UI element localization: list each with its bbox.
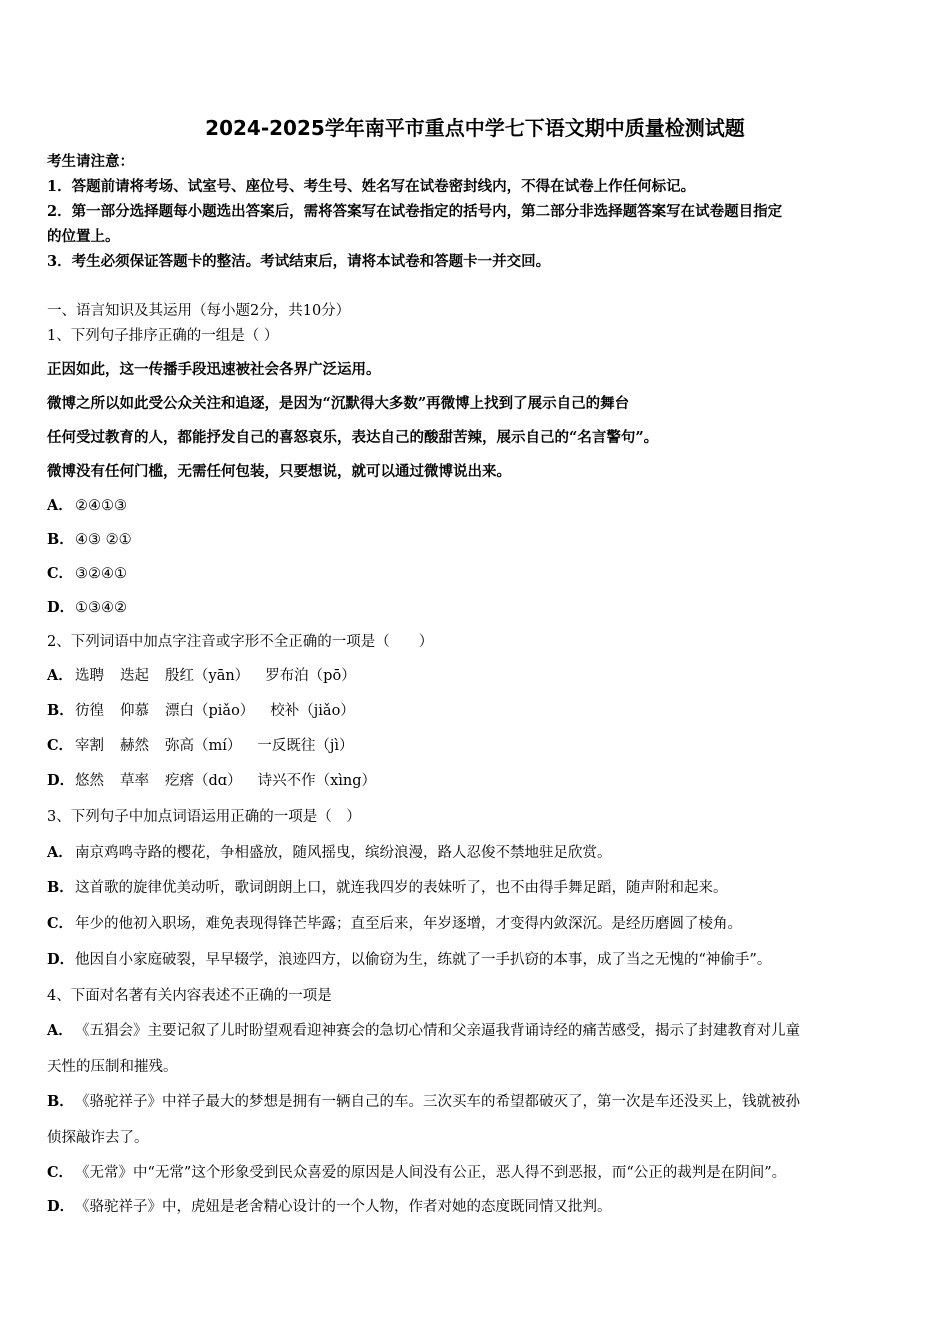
option-text: 他因自小家庭破裂，早早辍学，浪迹四方，以偷窃为生，练就了一手扒窃的本事，成了当之无愧的“神偷手”。 (75, 952, 772, 968)
q4-option-b (47, 1092, 800, 1112)
notice-item: 的位置上。 (47, 228, 120, 245)
option-word: 宰割 (75, 738, 104, 754)
q4-option-a (47, 1021, 800, 1041)
option-letter: B． (47, 879, 74, 896)
question-1-stem: 1、下列句子排序正确的一组是（ ） (47, 328, 279, 344)
option-text: 《骆驼祥子》中祥子最大的梦想是拥有一辆自己的车。三次买车的希望都破灭了，第一次是车还没买上，钱就被孙 (75, 1094, 800, 1110)
option-text: 南京鸡鸣寺路的樱花，争相盛放，随风摇曳，缤纷浪漫，路人忍俊不禁地驻足欣赏。 (75, 845, 612, 861)
option-word: 一反既往（jì） (257, 738, 354, 754)
option-letter: A． (47, 667, 73, 684)
option-text: ②④①③ (75, 498, 127, 514)
q2-option-d (47, 771, 392, 791)
option-letter: C． (47, 1164, 74, 1181)
question-3-stem: 3、下列句子中加点词语运用正确的一项是（ ） (47, 809, 361, 825)
option-word: 迭起 (120, 668, 149, 684)
notice-item: 1．答题前请将考场、试室号、座位号、考生号、姓名写在试卷密封线内，不得在试卷上作任何标记。 (47, 178, 696, 195)
q1-sentence: 微博没有任何门槛，无需任何包装，只要想说，就可以通过微博说出来。 (47, 463, 511, 480)
option-word: 诗兴不作（xìng） (257, 773, 377, 789)
q1-sentence: 微博之所以如此受公众关注和追逐，是因为“沉默得大多数”再微博上找到了展示自己的舞台 (47, 395, 630, 412)
question-4-stem: 4、下面对名著有关内容表述不正确的一项是 (47, 988, 332, 1004)
option-word: 殷红（yān） (165, 668, 250, 684)
option-letter: C． (47, 737, 74, 754)
option-letter: C． (47, 565, 74, 582)
q2-option-c (47, 736, 370, 756)
notice-heading: 考生请注意： (47, 153, 134, 170)
q3-option-b (47, 878, 728, 898)
option-letter: D． (47, 951, 75, 968)
option-letter: C． (47, 915, 74, 932)
option-letter: B． (47, 531, 74, 548)
option-text: 年少的他初入职场，难免表现得锋芒毕露；直至后来，年岁逐增，才变得内敛深沉。是经历磨圆了棱角。 (75, 916, 742, 932)
q3-option-a (47, 843, 612, 863)
q1-option-c (47, 564, 127, 584)
option-word: 彷徨 (75, 703, 104, 719)
option-letter: A． (47, 844, 73, 861)
q3-option-d (47, 950, 771, 970)
option-letter: B． (47, 702, 74, 719)
option-word: 漂白（piǎo） (165, 703, 255, 719)
option-text: 《五猖会》主要记叙了儿时盼望观看迎神赛会的急切心情和父亲逼我背诵诗经的痛苦感受，揭示了封建教育对儿童 (75, 1023, 800, 1039)
q4-option-b-cont: 侦探敲诈去了。 (47, 1130, 149, 1146)
option-text: 这首歌的旋律优美动听，歌词朗朗上口，就连我四岁的表妹听了，也不由得手舞足蹈，随声附和起来。 (75, 880, 728, 896)
option-text: 《无常》中“无常”这个形象受到民众喜爱的原因是人间没有公正，恶人得不到恶报，而“公正的裁判是在阴间”。 (75, 1165, 787, 1181)
q1-option-a (47, 496, 127, 516)
option-word: 赫然 (120, 738, 149, 754)
option-letter: B． (47, 1093, 74, 1110)
option-text: ①③④② (75, 600, 127, 616)
option-word: 草率 (120, 773, 149, 789)
option-letter: A． (47, 1022, 73, 1039)
q4-option-c (47, 1163, 786, 1183)
option-letter: D． (47, 772, 75, 789)
option-letter: D． (47, 1198, 75, 1215)
option-word: 悠然 (75, 773, 104, 789)
option-text: 《骆驼祥子》中，虎妞是老舍精心设计的一个人物，作者对她的态度既同情又批判。 (75, 1199, 612, 1215)
q1-option-b (47, 530, 132, 550)
option-letter: D． (47, 599, 75, 616)
q2-option-b (47, 701, 371, 721)
option-word: 罗布泊（pō） (265, 668, 356, 684)
page-title: 2024-2025学年南平市重点中学七下语文期中质量检测试题 (205, 116, 745, 140)
q3-option-c (47, 914, 742, 934)
q2-option-a (47, 666, 372, 686)
section-heading: 一、语言知识及其运用（每小题2分，共10分） (47, 303, 351, 319)
q1-sentence: 任何受过教育的人，都能抒发自己的喜怒哀乐，表达自己的酸甜苦辣，展示自己的“名言警句”。 (47, 429, 659, 446)
q1-option-d (47, 598, 127, 618)
q4-option-d (47, 1197, 612, 1217)
question-2-stem: 2、下列词语中加点字注音或字形不全正确的一项是（ ） (47, 634, 434, 650)
option-text: ③②④① (75, 566, 127, 582)
option-text: ④③ ②① (75, 532, 132, 548)
option-word: 选聘 (75, 668, 104, 684)
q1-sentence: 正因如此，这一传播手段迅速被社会各界广泛运用。 (47, 361, 381, 378)
option-word: 校补（jiǎo） (270, 703, 355, 719)
option-word: 弥高（mí） (165, 738, 242, 754)
option-word: 疙瘩（dɑ） (165, 773, 242, 789)
option-word: 仰慕 (120, 703, 149, 719)
notice-item: 3．考生必须保证答题卡的整洁。考试结束后，请将本试卷和答题卡一并交回。 (47, 253, 551, 270)
option-letter: A． (47, 497, 73, 514)
q4-option-a-cont: 天性的压制和摧残。 (47, 1059, 178, 1075)
notice-item: 2．第一部分选择题每小题选出答案后，需将答案写在试卷指定的括号内，第二部分非选择题答案写在试卷题目指定 (47, 203, 783, 220)
